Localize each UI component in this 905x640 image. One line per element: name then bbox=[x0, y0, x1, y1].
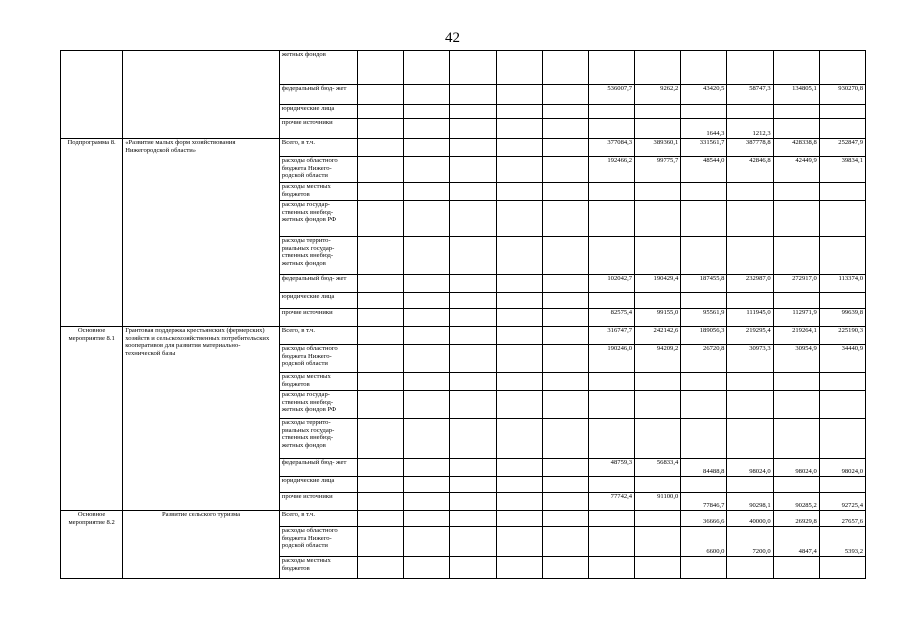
funding-source-cell: федеральный бюд- жет bbox=[279, 275, 357, 293]
value-cell bbox=[588, 419, 634, 459]
value-cell: 377084,3 bbox=[588, 139, 634, 157]
empty-cell bbox=[358, 105, 404, 119]
empty-cell bbox=[404, 237, 450, 275]
empty-cell bbox=[496, 293, 542, 309]
value-cell: 9262,2 bbox=[635, 85, 681, 105]
empty-cell bbox=[358, 419, 404, 459]
value-cell bbox=[588, 391, 634, 419]
value-cell: 98024,0 bbox=[773, 459, 819, 477]
empty-cell bbox=[542, 51, 588, 85]
value-cell: 90298,1 bbox=[727, 493, 773, 511]
value-cell bbox=[727, 557, 773, 579]
value-cell: 189056,3 bbox=[681, 327, 727, 345]
value-cell bbox=[588, 51, 634, 85]
empty-cell bbox=[404, 293, 450, 309]
funding-source-cell: расходы местных бюджетов bbox=[279, 183, 357, 201]
program-name-cell: «Развитие малых форм хозяйствования Нижегородской области» bbox=[123, 139, 280, 327]
empty-cell bbox=[358, 477, 404, 493]
value-cell bbox=[727, 373, 773, 391]
value-cell bbox=[635, 477, 681, 493]
empty-cell bbox=[542, 345, 588, 373]
empty-cell bbox=[358, 51, 404, 85]
empty-cell bbox=[404, 105, 450, 119]
empty-cell bbox=[450, 345, 496, 373]
value-cell: 219295,4 bbox=[727, 327, 773, 345]
value-cell: 36666,6 bbox=[681, 511, 727, 527]
value-cell bbox=[681, 201, 727, 237]
value-cell: 82575,4 bbox=[588, 309, 634, 327]
empty-cell bbox=[542, 373, 588, 391]
value-cell bbox=[773, 391, 819, 419]
value-cell: 536007,7 bbox=[588, 85, 634, 105]
value-cell bbox=[727, 105, 773, 119]
value-cell bbox=[588, 105, 634, 119]
value-cell bbox=[727, 391, 773, 419]
value-cell bbox=[773, 293, 819, 309]
value-cell bbox=[635, 391, 681, 419]
funding-source-cell: расходы государ- ственных внебюд- жетных фондов РФ bbox=[279, 391, 357, 419]
value-cell bbox=[819, 51, 865, 85]
empty-cell bbox=[450, 119, 496, 139]
program-cell bbox=[61, 51, 123, 139]
value-cell: 48759,3 bbox=[588, 459, 634, 477]
table-row bbox=[61, 139, 866, 157]
funding-source-cell: юридические лица bbox=[279, 477, 357, 493]
value-cell bbox=[773, 51, 819, 85]
value-cell: 242142,6 bbox=[635, 327, 681, 345]
value-cell: 98024,0 bbox=[819, 459, 865, 477]
value-cell: 26929,8 bbox=[773, 511, 819, 527]
value-cell bbox=[819, 105, 865, 119]
value-cell: 30973,3 bbox=[727, 345, 773, 373]
empty-cell bbox=[450, 309, 496, 327]
empty-cell bbox=[496, 139, 542, 157]
empty-cell bbox=[404, 373, 450, 391]
table-row bbox=[61, 327, 866, 345]
empty-cell bbox=[404, 391, 450, 419]
value-cell bbox=[727, 477, 773, 493]
value-cell: 316747,7 bbox=[588, 327, 634, 345]
empty-cell bbox=[450, 327, 496, 345]
empty-cell bbox=[496, 105, 542, 119]
empty-cell bbox=[450, 201, 496, 237]
value-cell: 42449,9 bbox=[773, 157, 819, 183]
empty-cell bbox=[450, 477, 496, 493]
program-name-cell: Грантовая поддержка крестьянских (фермерских) хозяйств и сельскохозяйственных потребительских кооперативов для развития материально- технической базы bbox=[123, 327, 280, 511]
empty-cell bbox=[542, 477, 588, 493]
empty-cell bbox=[496, 345, 542, 373]
value-cell: 30954,9 bbox=[773, 345, 819, 373]
empty-cell bbox=[496, 237, 542, 275]
value-cell: 99155,0 bbox=[635, 309, 681, 327]
value-cell bbox=[819, 419, 865, 459]
empty-cell bbox=[358, 557, 404, 579]
empty-cell bbox=[542, 459, 588, 477]
value-cell: 387778,8 bbox=[727, 139, 773, 157]
empty-cell bbox=[496, 119, 542, 139]
value-cell: 102042,7 bbox=[588, 275, 634, 293]
table-row bbox=[61, 511, 866, 527]
value-cell bbox=[635, 527, 681, 557]
funding-source-cell: расходы областного бюджета Нижего- родской области bbox=[279, 157, 357, 183]
value-cell bbox=[635, 373, 681, 391]
funding-source-cell: расходы местных бюджетов bbox=[279, 373, 357, 391]
empty-cell bbox=[404, 345, 450, 373]
budget-table bbox=[60, 50, 866, 579]
value-cell: 43420,5 bbox=[681, 85, 727, 105]
empty-cell bbox=[358, 183, 404, 201]
value-cell bbox=[819, 237, 865, 275]
value-cell: 48544,0 bbox=[681, 157, 727, 183]
empty-cell bbox=[496, 327, 542, 345]
value-cell bbox=[681, 51, 727, 85]
value-cell bbox=[819, 201, 865, 237]
empty-cell bbox=[450, 527, 496, 557]
empty-cell bbox=[358, 459, 404, 477]
empty-cell bbox=[404, 459, 450, 477]
value-cell: 34440,9 bbox=[819, 345, 865, 373]
empty-cell bbox=[358, 511, 404, 527]
budget-table-body bbox=[61, 51, 866, 579]
empty-cell bbox=[450, 459, 496, 477]
empty-cell bbox=[496, 391, 542, 419]
value-cell: 187455,8 bbox=[681, 275, 727, 293]
value-cell bbox=[681, 183, 727, 201]
value-cell bbox=[588, 201, 634, 237]
empty-cell bbox=[542, 293, 588, 309]
empty-cell bbox=[450, 511, 496, 527]
empty-cell bbox=[358, 85, 404, 105]
empty-cell bbox=[358, 345, 404, 373]
value-cell bbox=[727, 237, 773, 275]
value-cell: 26720,8 bbox=[681, 345, 727, 373]
funding-source-cell: Всего, в т.ч. bbox=[279, 511, 357, 527]
empty-cell bbox=[450, 419, 496, 459]
funding-source-cell: Всего, в т.ч. bbox=[279, 327, 357, 345]
empty-cell bbox=[358, 157, 404, 183]
empty-cell bbox=[496, 85, 542, 105]
value-cell: 40000,0 bbox=[727, 511, 773, 527]
funding-source-cell: расходы террито- риальных государ- ственных внебюд- жетных фондов bbox=[279, 419, 357, 459]
value-cell: 27657,6 bbox=[819, 511, 865, 527]
value-cell: 84488,8 bbox=[681, 459, 727, 477]
value-cell bbox=[588, 183, 634, 201]
empty-cell bbox=[358, 139, 404, 157]
value-cell: 1644,3 bbox=[681, 119, 727, 139]
empty-cell bbox=[404, 477, 450, 493]
empty-cell bbox=[358, 493, 404, 511]
value-cell: 99639,8 bbox=[819, 309, 865, 327]
value-cell: 58747,3 bbox=[727, 85, 773, 105]
value-cell bbox=[681, 237, 727, 275]
empty-cell bbox=[404, 139, 450, 157]
empty-cell bbox=[496, 511, 542, 527]
empty-cell bbox=[542, 391, 588, 419]
empty-cell bbox=[404, 201, 450, 237]
value-cell bbox=[681, 293, 727, 309]
value-cell bbox=[635, 237, 681, 275]
value-cell bbox=[727, 201, 773, 237]
empty-cell bbox=[496, 51, 542, 85]
empty-cell bbox=[358, 327, 404, 345]
empty-cell bbox=[542, 119, 588, 139]
empty-cell bbox=[496, 459, 542, 477]
empty-cell bbox=[542, 201, 588, 237]
empty-cell bbox=[450, 51, 496, 85]
empty-cell bbox=[404, 85, 450, 105]
value-cell: 930270,8 bbox=[819, 85, 865, 105]
empty-cell bbox=[496, 477, 542, 493]
empty-cell bbox=[450, 275, 496, 293]
value-cell bbox=[773, 237, 819, 275]
funding-source-cell: федеральный бюд- жет bbox=[279, 459, 357, 477]
empty-cell bbox=[404, 527, 450, 557]
value-cell: 39834,1 bbox=[819, 157, 865, 183]
funding-source-cell: расходы областного бюджета Нижего- родской области bbox=[279, 345, 357, 373]
value-cell bbox=[588, 511, 634, 527]
value-cell bbox=[588, 477, 634, 493]
value-cell: 42846,8 bbox=[727, 157, 773, 183]
funding-source-cell: прочие источники bbox=[279, 309, 357, 327]
empty-cell bbox=[542, 183, 588, 201]
value-cell bbox=[681, 105, 727, 119]
value-cell: 6600,0 bbox=[681, 527, 727, 557]
value-cell: 4847,4 bbox=[773, 527, 819, 557]
value-cell bbox=[681, 373, 727, 391]
value-cell: 252847,9 bbox=[819, 139, 865, 157]
empty-cell bbox=[404, 419, 450, 459]
value-cell bbox=[819, 183, 865, 201]
funding-source-cell: расходы государ- ственных внебюд- жетных фондов РФ bbox=[279, 201, 357, 237]
program-name-cell: Развитие сельского туризма bbox=[123, 511, 280, 579]
value-cell bbox=[681, 477, 727, 493]
funding-source-cell: Всего, в т.ч. bbox=[279, 139, 357, 157]
empty-cell bbox=[496, 309, 542, 327]
value-cell: 190429,4 bbox=[635, 275, 681, 293]
value-cell bbox=[681, 557, 727, 579]
funding-source-cell: юридические лица bbox=[279, 293, 357, 309]
empty-cell bbox=[542, 419, 588, 459]
empty-cell bbox=[496, 201, 542, 237]
value-cell: 219264,1 bbox=[773, 327, 819, 345]
empty-cell bbox=[542, 327, 588, 345]
empty-cell bbox=[404, 511, 450, 527]
value-cell: 7200,0 bbox=[727, 527, 773, 557]
value-cell: 331561,7 bbox=[681, 139, 727, 157]
value-cell: 190246,0 bbox=[588, 345, 634, 373]
value-cell bbox=[635, 293, 681, 309]
value-cell bbox=[588, 557, 634, 579]
empty-cell bbox=[358, 373, 404, 391]
empty-cell bbox=[496, 557, 542, 579]
empty-cell bbox=[450, 183, 496, 201]
empty-cell bbox=[404, 51, 450, 85]
value-cell: 1212,3 bbox=[727, 119, 773, 139]
value-cell bbox=[773, 201, 819, 237]
value-cell bbox=[635, 557, 681, 579]
value-cell: 225190,3 bbox=[819, 327, 865, 345]
empty-cell bbox=[358, 201, 404, 237]
value-cell bbox=[819, 557, 865, 579]
value-cell: 95561,9 bbox=[681, 309, 727, 327]
empty-cell bbox=[450, 237, 496, 275]
value-cell: 92725,4 bbox=[819, 493, 865, 511]
empty-cell bbox=[404, 183, 450, 201]
value-cell bbox=[819, 373, 865, 391]
value-cell bbox=[588, 237, 634, 275]
page-number: 42 bbox=[445, 30, 460, 46]
value-cell: 232987,0 bbox=[727, 275, 773, 293]
value-cell bbox=[635, 105, 681, 119]
value-cell: 56833,4 bbox=[635, 459, 681, 477]
value-cell bbox=[727, 419, 773, 459]
funding-source-cell: федеральный бюд- жет bbox=[279, 85, 357, 105]
value-cell: 91100,0 bbox=[635, 493, 681, 511]
value-cell: 272917,0 bbox=[773, 275, 819, 293]
value-cell bbox=[773, 557, 819, 579]
value-cell bbox=[635, 419, 681, 459]
empty-cell bbox=[450, 105, 496, 119]
value-cell: 98024,0 bbox=[727, 459, 773, 477]
empty-cell bbox=[496, 183, 542, 201]
value-cell bbox=[727, 293, 773, 309]
value-cell bbox=[773, 373, 819, 391]
funding-source-cell: расходы местных бюджетов bbox=[279, 557, 357, 579]
funding-source-cell: юридические лица bbox=[279, 105, 357, 119]
value-cell bbox=[773, 419, 819, 459]
value-cell: 113374,0 bbox=[819, 275, 865, 293]
value-cell bbox=[588, 119, 634, 139]
value-cell bbox=[635, 511, 681, 527]
empty-cell bbox=[404, 157, 450, 183]
empty-cell bbox=[542, 105, 588, 119]
funding-source-cell: прочие источники bbox=[279, 119, 357, 139]
empty-cell bbox=[496, 493, 542, 511]
empty-cell bbox=[450, 139, 496, 157]
value-cell: 192466,2 bbox=[588, 157, 634, 183]
value-cell bbox=[819, 391, 865, 419]
empty-cell bbox=[542, 157, 588, 183]
program-cell: Основное мероприятие 8.1 bbox=[61, 327, 123, 511]
funding-source-cell: жетных фондов bbox=[279, 51, 357, 85]
funding-source-cell: расходы террито- риальных государ- ственных внебюд- жетных фондов bbox=[279, 237, 357, 275]
value-cell bbox=[681, 419, 727, 459]
value-cell bbox=[681, 391, 727, 419]
empty-cell bbox=[542, 139, 588, 157]
empty-cell bbox=[358, 119, 404, 139]
empty-cell bbox=[450, 293, 496, 309]
funding-source-cell: прочие источники bbox=[279, 493, 357, 511]
empty-cell bbox=[450, 373, 496, 391]
funding-source-cell: расходы областного бюджета Нижего- родской области bbox=[279, 527, 357, 557]
value-cell bbox=[588, 293, 634, 309]
empty-cell bbox=[404, 327, 450, 345]
value-cell: 389360,1 bbox=[635, 139, 681, 157]
value-cell bbox=[727, 51, 773, 85]
value-cell: 94209,2 bbox=[635, 345, 681, 373]
empty-cell bbox=[404, 557, 450, 579]
program-cell: Основное мероприятие 8.2 bbox=[61, 511, 123, 579]
empty-cell bbox=[542, 511, 588, 527]
empty-cell bbox=[542, 275, 588, 293]
empty-cell bbox=[542, 527, 588, 557]
empty-cell bbox=[450, 391, 496, 419]
value-cell bbox=[773, 477, 819, 493]
empty-cell bbox=[496, 157, 542, 183]
value-cell bbox=[635, 201, 681, 237]
empty-cell bbox=[358, 293, 404, 309]
value-cell: 5393,2 bbox=[819, 527, 865, 557]
value-cell: 99775,7 bbox=[635, 157, 681, 183]
value-cell bbox=[773, 105, 819, 119]
empty-cell bbox=[404, 309, 450, 327]
value-cell bbox=[819, 119, 865, 139]
value-cell: 112971,9 bbox=[773, 309, 819, 327]
empty-cell bbox=[542, 309, 588, 327]
empty-cell bbox=[404, 119, 450, 139]
empty-cell bbox=[542, 557, 588, 579]
empty-cell bbox=[496, 419, 542, 459]
empty-cell bbox=[542, 493, 588, 511]
value-cell bbox=[819, 477, 865, 493]
value-cell bbox=[635, 183, 681, 201]
empty-cell bbox=[496, 275, 542, 293]
value-cell bbox=[588, 527, 634, 557]
value-cell: 134805,1 bbox=[773, 85, 819, 105]
empty-cell bbox=[450, 557, 496, 579]
value-cell bbox=[588, 373, 634, 391]
empty-cell bbox=[358, 275, 404, 293]
empty-cell bbox=[450, 85, 496, 105]
empty-cell bbox=[358, 527, 404, 557]
value-cell bbox=[819, 293, 865, 309]
program-cell: Подпрограмма 8. bbox=[61, 139, 123, 327]
empty-cell bbox=[450, 157, 496, 183]
value-cell bbox=[727, 183, 773, 201]
empty-cell bbox=[542, 237, 588, 275]
empty-cell bbox=[496, 527, 542, 557]
value-cell: 77742,4 bbox=[588, 493, 634, 511]
table-row bbox=[61, 51, 866, 85]
value-cell bbox=[773, 119, 819, 139]
empty-cell bbox=[404, 275, 450, 293]
value-cell: 428338,8 bbox=[773, 139, 819, 157]
value-cell bbox=[635, 51, 681, 85]
value-cell bbox=[773, 183, 819, 201]
empty-cell bbox=[358, 237, 404, 275]
empty-cell bbox=[496, 373, 542, 391]
empty-cell bbox=[404, 493, 450, 511]
value-cell: 90285,2 bbox=[773, 493, 819, 511]
empty-cell bbox=[450, 493, 496, 511]
value-cell: 77846,7 bbox=[681, 493, 727, 511]
empty-cell bbox=[542, 85, 588, 105]
value-cell: 111945,0 bbox=[727, 309, 773, 327]
value-cell bbox=[635, 119, 681, 139]
empty-cell bbox=[358, 391, 404, 419]
empty-cell bbox=[358, 309, 404, 327]
program-name-cell bbox=[123, 51, 280, 139]
